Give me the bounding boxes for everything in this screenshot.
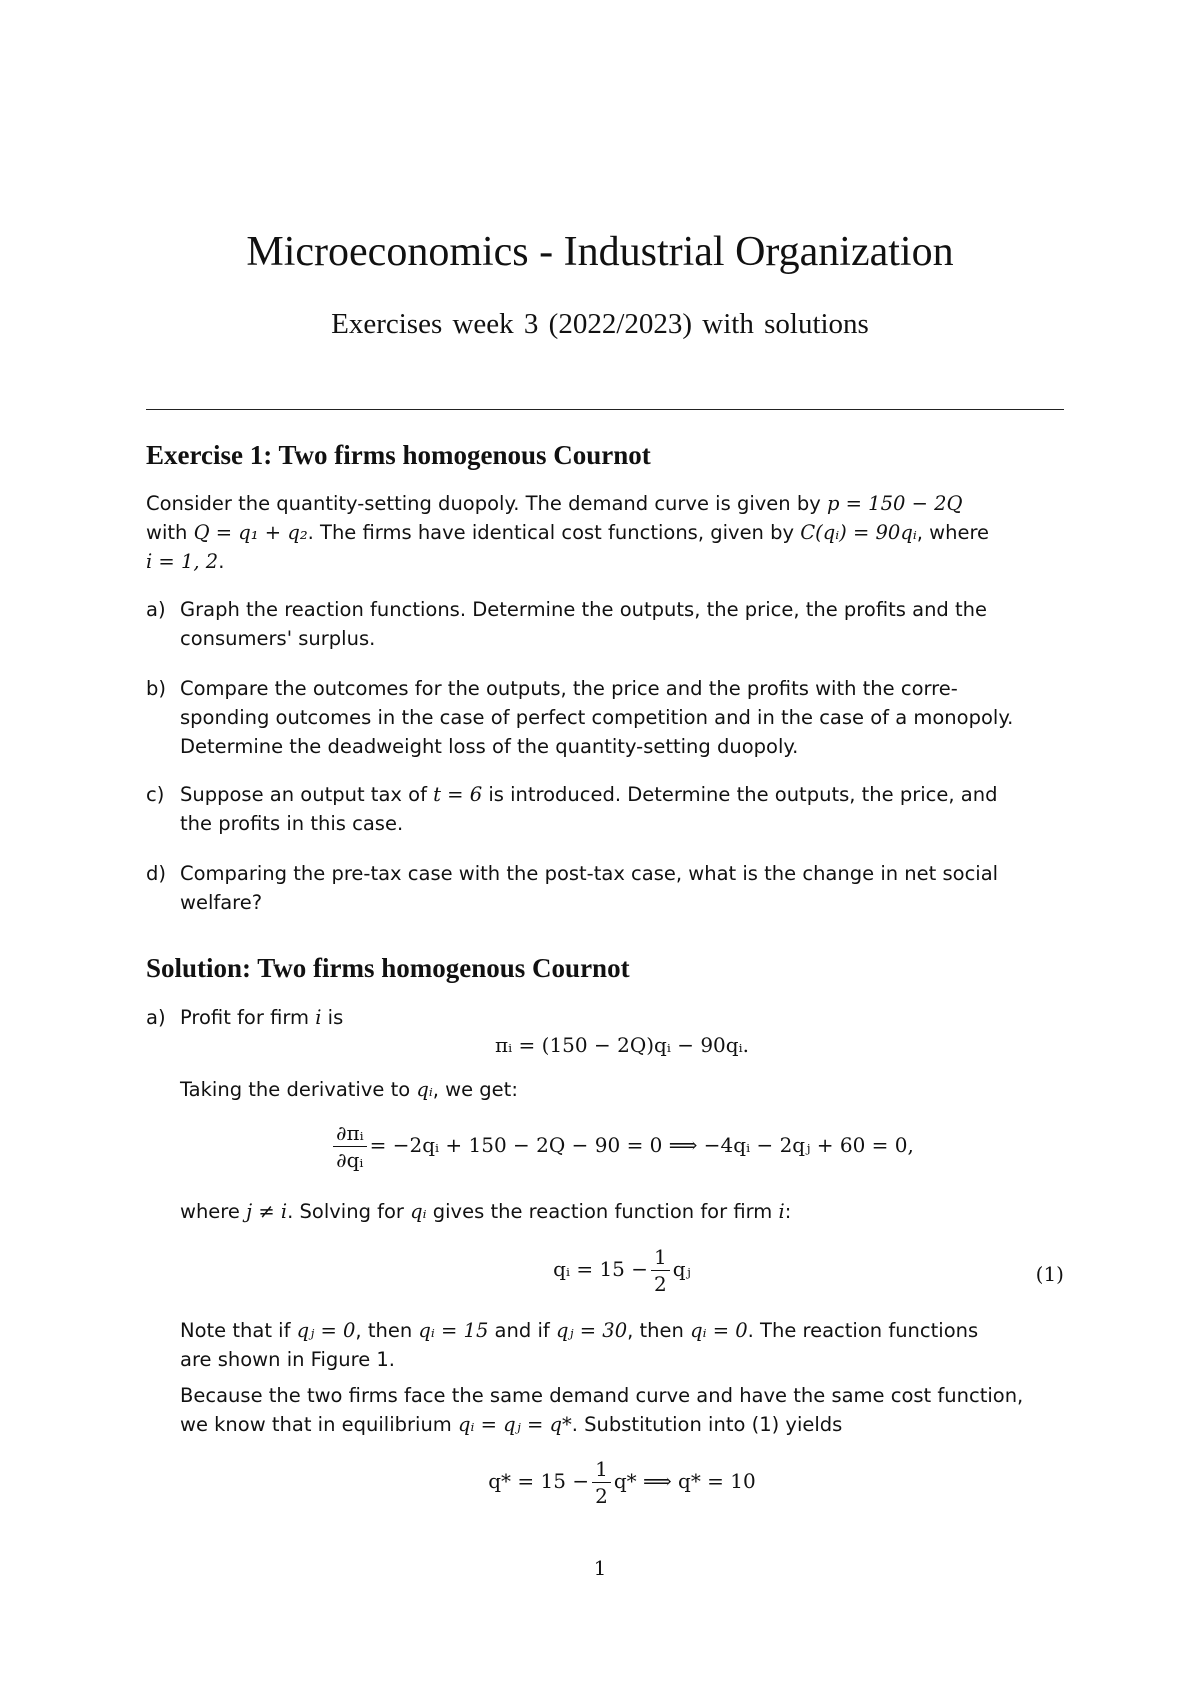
text-run: . Substitution into (1) yields — [571, 1413, 843, 1436]
math-run: qᵢ = 15 — [418, 1319, 489, 1342]
text-run: where — [180, 1200, 247, 1223]
derivative-equation — [180, 1120, 1064, 1173]
cost-formula: C(qᵢ) = 90qᵢ — [800, 521, 917, 544]
text-run: . Solving for — [287, 1200, 411, 1223]
derivative-var: qᵢ — [416, 1078, 433, 1101]
quantity-formula: Q = q₁ + q₂ — [193, 521, 308, 544]
item-line: Comparing the pre-tax case with the post-tax case, what is the change in net social — [180, 862, 999, 885]
math-run: qⱼ = 0 — [296, 1319, 356, 1342]
half-fraction — [651, 1244, 670, 1297]
firm-index: i — [315, 1006, 322, 1029]
math-run: qᵢ = 0 — [690, 1319, 748, 1342]
profit-equation: πᵢ = (150 − 2Q)qᵢ − 90qᵢ. — [495, 1033, 749, 1057]
exercise-intro — [146, 489, 1064, 576]
index-formula: i = 1, 2 — [146, 550, 219, 573]
page-number: 1 — [593, 1556, 607, 1580]
intro-text-2: with — [146, 521, 194, 544]
math-run: i — [778, 1200, 785, 1223]
item-label: c) — [146, 783, 165, 806]
math-run: j ≠ i — [246, 1200, 288, 1223]
half-fraction — [592, 1456, 611, 1509]
item-line: Graph the reaction functions. Determine the outputs, the price, the profits and the — [180, 598, 988, 621]
derivative-text-end: , we get: — [432, 1078, 518, 1101]
text-run: Because the two firms face the same demand curve and have the same cost function, — [180, 1384, 1024, 1407]
exercise-heading: Exercise 1: Two firms homogenous Cournot — [146, 440, 651, 470]
intro-text-4: , where — [916, 521, 990, 544]
page-title: Microeconomics - Industrial Organization — [246, 229, 954, 275]
title-divider — [146, 409, 1064, 410]
fraction-numerator: 1 — [592, 1456, 611, 1483]
item-line: Suppose an output tax of — [180, 783, 434, 806]
profit-text: Profit for firm — [180, 1006, 316, 1029]
derivative-text: Taking the derivative to — [180, 1078, 417, 1101]
fraction-denominator: 2 — [595, 1484, 608, 1508]
item-label: d) — [146, 862, 166, 885]
derivative-rest: = −2qᵢ + 150 − 2Q − 90 = 0 ⟹ −4qᵢ − 2qⱼ + 60 = 0, — [369, 1133, 914, 1157]
solution-heading: Solution: Two firms homogenous Cournot — [146, 953, 630, 983]
fraction-numerator: 1 — [651, 1244, 670, 1271]
fraction-denominator: ∂qᵢ — [336, 1148, 364, 1172]
intro-text-3: . The firms have identical cost functions, given by — [307, 521, 801, 544]
text-run: : — [784, 1200, 792, 1223]
fraction-denominator: 2 — [654, 1272, 667, 1296]
item-label: b) — [146, 677, 166, 700]
reaction-function-equation — [180, 1244, 1064, 1297]
item-line: sponding outcomes in the case of perfect competition and in the case of a monopoly. — [180, 706, 1014, 729]
intro-text-1: Consider the quantity-setting duopoly. The demand curve is given by — [146, 492, 827, 515]
equation-left: q* = 15 − — [488, 1469, 590, 1493]
math-run: qⱼ = 30 — [555, 1319, 628, 1342]
item-line: consumers' surplus. — [180, 627, 376, 650]
text-run: are shown in Figure 1. — [180, 1348, 396, 1371]
item-line: Determine the deadweight loss of the quantity-setting duopoly. — [180, 735, 799, 758]
item-line: the profits in this case. — [180, 812, 404, 835]
math-run: qᵢ = qⱼ = q* — [458, 1413, 572, 1436]
text-run: , then — [627, 1319, 691, 1342]
fraction-numerator: ∂πᵢ — [333, 1120, 367, 1147]
text-run: Note that if — [180, 1319, 297, 1342]
equation-number: (1) — [1035, 1262, 1064, 1286]
demand-formula: p = 150 − 2Q — [826, 492, 963, 515]
item-label: a) — [146, 1006, 166, 1029]
text-run: we know that in equilibrium — [180, 1413, 458, 1436]
text-run: and if — [488, 1319, 556, 1342]
item-label: a) — [146, 598, 166, 621]
text-run: . The reaction functions — [747, 1319, 979, 1342]
page-subtitle: Exercises week 3 (2022/2023) with solutions — [331, 308, 869, 340]
item-line: welfare? — [180, 891, 263, 914]
profit-text-end: is — [321, 1006, 344, 1029]
text-run: , then — [355, 1319, 419, 1342]
derivative-fraction — [333, 1120, 367, 1173]
equation-left: qᵢ = 15 − — [553, 1257, 649, 1281]
equation-right: q* ⟹ q* = 10 — [613, 1469, 756, 1493]
tax-formula: t = 6 — [433, 783, 483, 806]
item-line: is introduced. Determine the outputs, the price, and — [482, 783, 998, 806]
text-run: gives the reaction function for firm — [426, 1200, 779, 1223]
equilibrium-equation — [180, 1456, 1064, 1509]
intro-text-5: . — [218, 550, 225, 573]
equation-right: qⱼ — [672, 1257, 691, 1281]
item-line: Compare the outcomes for the outputs, the price and the profits with the corre- — [180, 677, 958, 700]
math-run: qᵢ — [410, 1200, 427, 1223]
